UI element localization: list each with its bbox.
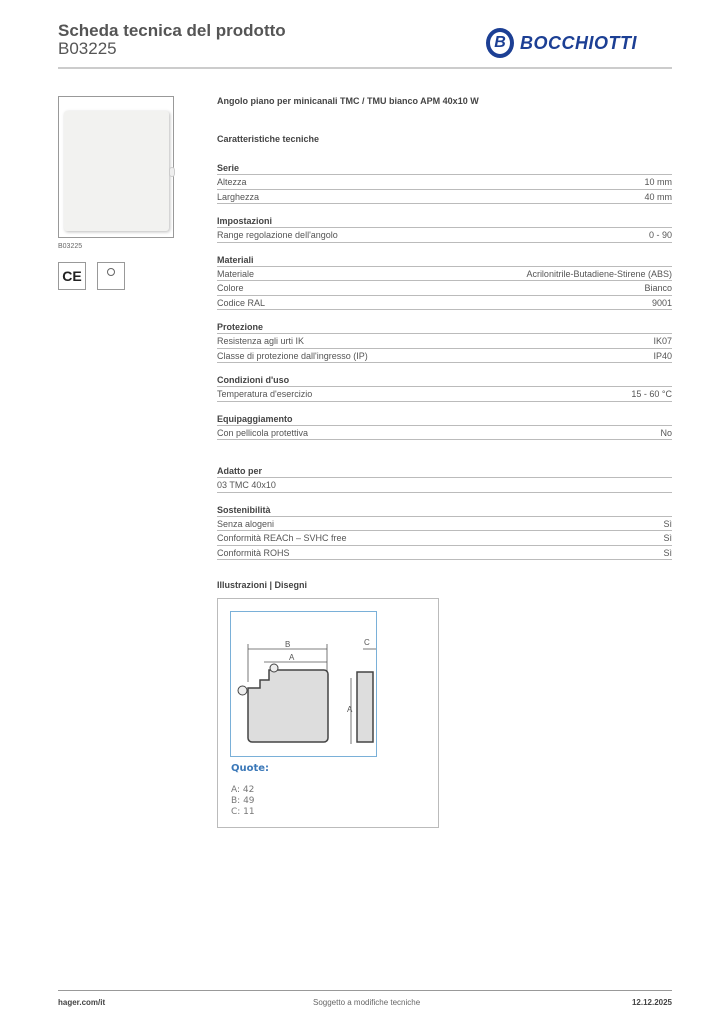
spec-value: Acrilonitrile-Butadiene-Stirene (ABS) (526, 268, 672, 279)
section-title: Serie (217, 161, 672, 175)
spec-label: Conformità REACh – SVHC free (217, 533, 347, 543)
spec-label: Senza alogeni (217, 518, 275, 529)
spec-value: No (660, 427, 672, 438)
spec-label: Range regolazione dell'angolo (217, 230, 338, 240)
spec-label: Materiale (217, 268, 255, 279)
dim-c: C: 11 (231, 807, 255, 817)
spec-row (217, 478, 672, 493)
spec-label: Larghezza (217, 191, 260, 202)
section-title: Protezione (217, 320, 672, 334)
spec-row (217, 349, 672, 364)
drawing-frame (230, 611, 377, 757)
spec-value: Sì (663, 547, 672, 558)
section-title: Impostazioni (217, 214, 672, 228)
spec-label: Conformità ROHS (217, 547, 290, 558)
spec-value: IK07 (653, 336, 672, 346)
footer-date: 12.12.2025 (631, 998, 672, 1007)
ce-mark-icon: CE (58, 262, 86, 290)
spec-row (217, 426, 672, 441)
page-title: Scheda tecnica del prodotto (58, 21, 286, 40)
spec-value: 10 mm (644, 177, 672, 187)
spec-row (217, 267, 672, 282)
illustrations-title: Illustrazioni | Disegni (217, 580, 308, 590)
spec-value: Sì (663, 533, 672, 543)
spec-row (217, 387, 672, 402)
dim-label-a-side: A (347, 705, 353, 714)
product-code: B03225 (58, 39, 117, 58)
spec-row (217, 517, 672, 532)
footer-notice: Soggetto a modifiche tecniche (313, 998, 421, 1007)
spec-value: Bianco (644, 283, 672, 293)
dim-a: A: 42 (231, 785, 255, 795)
section-title: Sostenibilità (217, 503, 672, 517)
section-title: Materiali (217, 253, 672, 267)
spec-label: Classe di protezione dall'ingresso (IP) (217, 350, 368, 361)
dimension-drawing (231, 612, 378, 758)
spec-label: Temperatura d'esercizio (217, 389, 313, 399)
spec-label: Con pellicola protettiva (217, 427, 309, 438)
spec-label: Codice RAL (217, 297, 266, 308)
spec-section (217, 96, 672, 590)
header-divider (58, 67, 672, 69)
section-title: Adatto per (217, 464, 672, 478)
product-name: Angolo piano per minicanali TMC / TMU bianco APM 40x10 W (217, 96, 479, 106)
spec-row (217, 296, 672, 311)
bocchiotti-logo (486, 28, 637, 58)
spec-value: 9001 (651, 297, 672, 308)
spec-value: IP40 (653, 350, 672, 361)
dim-b: B: 49 (231, 796, 255, 806)
spec-row (217, 281, 672, 296)
spec-label: 03 TMC 40x10 (217, 480, 276, 490)
certification-icon (97, 262, 125, 290)
spec-label: Colore (217, 283, 244, 293)
spec-row (217, 531, 672, 546)
brand-name: BOCCHIOTTI (520, 32, 637, 53)
spec-row (217, 228, 672, 243)
dim-label-a: A (289, 653, 295, 662)
section-title: Condizioni d'uso (217, 373, 672, 387)
spec-value: 0 - 90 (648, 230, 672, 240)
spec-row (217, 334, 672, 349)
footer-website[interactable]: hager.com/it (58, 998, 106, 1007)
footer-divider (58, 990, 672, 991)
quote-label: Quote: (231, 763, 270, 774)
spec-value: Sì (663, 518, 672, 529)
product-image-caption: B03225 (58, 243, 83, 250)
spec-value: 40 mm (644, 191, 672, 202)
spec-label: Resistenza agli urti IK (217, 336, 305, 346)
dim-label-b: B (285, 640, 291, 649)
spec-value: 15 - 60 °C (631, 389, 672, 399)
technical-drawing (217, 598, 439, 828)
spec-row (217, 546, 672, 561)
dim-label-c: C (364, 638, 370, 647)
spec-row (217, 190, 672, 205)
spec-label: Altezza (217, 177, 247, 187)
logo-mark-icon: B (486, 28, 514, 58)
product-image (58, 96, 174, 238)
spec-row (217, 175, 672, 190)
tech-characteristics-title: Caratteristiche tecniche (217, 134, 320, 144)
section-title: Equipaggiamento (217, 412, 672, 426)
